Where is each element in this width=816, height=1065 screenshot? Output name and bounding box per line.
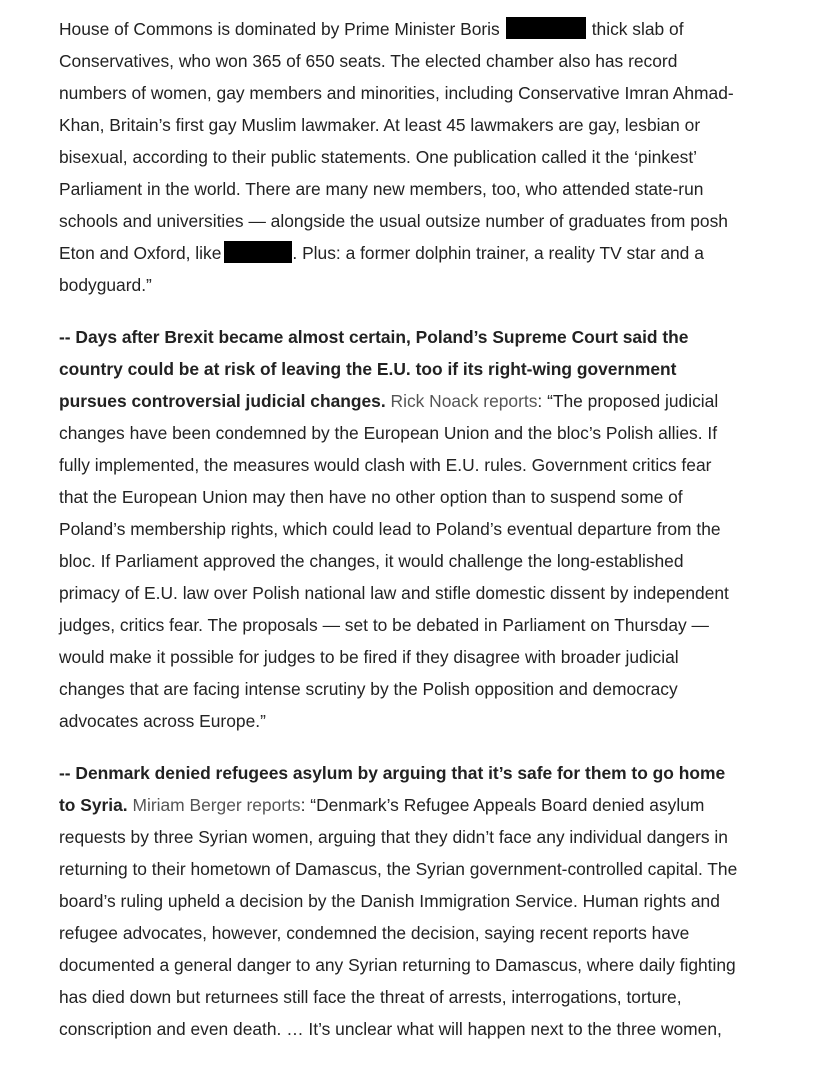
text-line: returning to their hometown of Damascus, the Syrian government-controlled capital. The xyxy=(59,859,738,879)
text-line: documented a general danger to any Syrian returning to Damascus, where daily fighting xyxy=(59,955,736,975)
text-line: judges, critics fear. The proposals — set to be debated in Parliament on Thursday — xyxy=(59,615,709,635)
text-line: Poland’s membership rights, which could lead to Poland’s eventual departure from the xyxy=(59,519,721,539)
text-line: board’s ruling upheld a decision by the Danish Immigration Service. Human rights and xyxy=(59,891,720,911)
text-line: fully implemented, the measures would clash with E.U. rules. Government critics fear xyxy=(59,455,712,475)
redaction-bar xyxy=(224,241,292,263)
text-line: primacy of E.U. law over Polish national law and stifle domestic dissent by independent xyxy=(59,583,729,603)
text-line: refugee advocates, however, condemned the decision, saying recent reports have xyxy=(59,923,690,943)
headline-line: country could be at risk of leaving the E.U. too if its right-wing government xyxy=(59,359,677,379)
text-line: schools and universities — alongside the usual outsize number of graduates from posh xyxy=(59,211,728,231)
text-line: advocates across Europe.” xyxy=(59,711,266,731)
text-line xyxy=(59,13,771,45)
paragraph-denmark-refugees xyxy=(59,757,771,1045)
text-fragment: : “The proposed judicial xyxy=(537,391,719,411)
headline-fragment: to Syria. xyxy=(59,795,128,815)
text-line: would make it possible for judges to be fired if they disagree with broader judicial xyxy=(59,647,679,667)
text-line: conscription and even death. … It’s unclear what will happen next to the three women, xyxy=(59,1019,722,1039)
text-line: has died down but returnees still face the threat of arrests, interrogations, torture, xyxy=(59,987,682,1007)
text-line xyxy=(59,385,771,417)
text-line: Conservatives, who won 365 of 650 seats. The elected chamber also has record xyxy=(59,51,678,71)
paragraph-poland-court xyxy=(59,321,771,737)
text-line: changes that are facing intense scrutiny by the Polish opposition and democracy xyxy=(59,679,678,699)
redaction-bar xyxy=(506,17,586,39)
headline-line: -- Days after Brexit became almost certain, Poland’s Supreme Court said the xyxy=(59,327,689,347)
text-fragment: Eton and Oxford, like xyxy=(59,243,222,263)
paragraph-uk-parliament xyxy=(59,13,771,301)
text-fragment: . Plus: a former dolphin trainer, a reality TV star and a xyxy=(292,243,704,263)
headline-line: -- Denmark denied refugees asylum by arguing that it’s safe for them to go home xyxy=(59,763,726,783)
text-fragment: House of Commons is dominated by Prime Minister Boris xyxy=(59,19,500,39)
headline-fragment: pursues controversial judicial changes. xyxy=(59,391,386,411)
reporter-link[interactable]: Miriam Berger reports xyxy=(132,795,301,815)
document-page xyxy=(59,13,771,1065)
text-line: changes have been condemned by the European Union and the bloc’s Polish allies. If xyxy=(59,423,718,443)
text-line xyxy=(59,789,771,821)
text-line: requests by three Syrian women, arguing that they didn’t face any individual dangers in xyxy=(59,827,728,847)
text-line: Khan, Britain’s first gay Muslim lawmaker. At least 45 lawmakers are gay, lesbian or xyxy=(59,115,701,135)
text-line: numbers of women, gay members and minorities, including Conservative Imran Ahmad- xyxy=(59,83,734,103)
text-line: bloc. If Parliament approved the changes, it would challenge the long-established xyxy=(59,551,684,571)
text-line: that the European Union may then have no other option than to suspend some of xyxy=(59,487,683,507)
text-line: bodyguard.” xyxy=(59,275,152,295)
text-fragment: thick slab of xyxy=(591,19,684,39)
reporter-link[interactable]: Rick Noack reports xyxy=(390,391,538,411)
text-fragment: : “Denmark’s Refugee Appeals Board denied asylum xyxy=(300,795,705,815)
text-line: bisexual, according to their public statements. One publication called it the ‘pinkest’ xyxy=(59,147,698,167)
text-line: Parliament in the world. There are many new members, too, who attended state-run xyxy=(59,179,704,199)
text-line xyxy=(59,237,771,269)
